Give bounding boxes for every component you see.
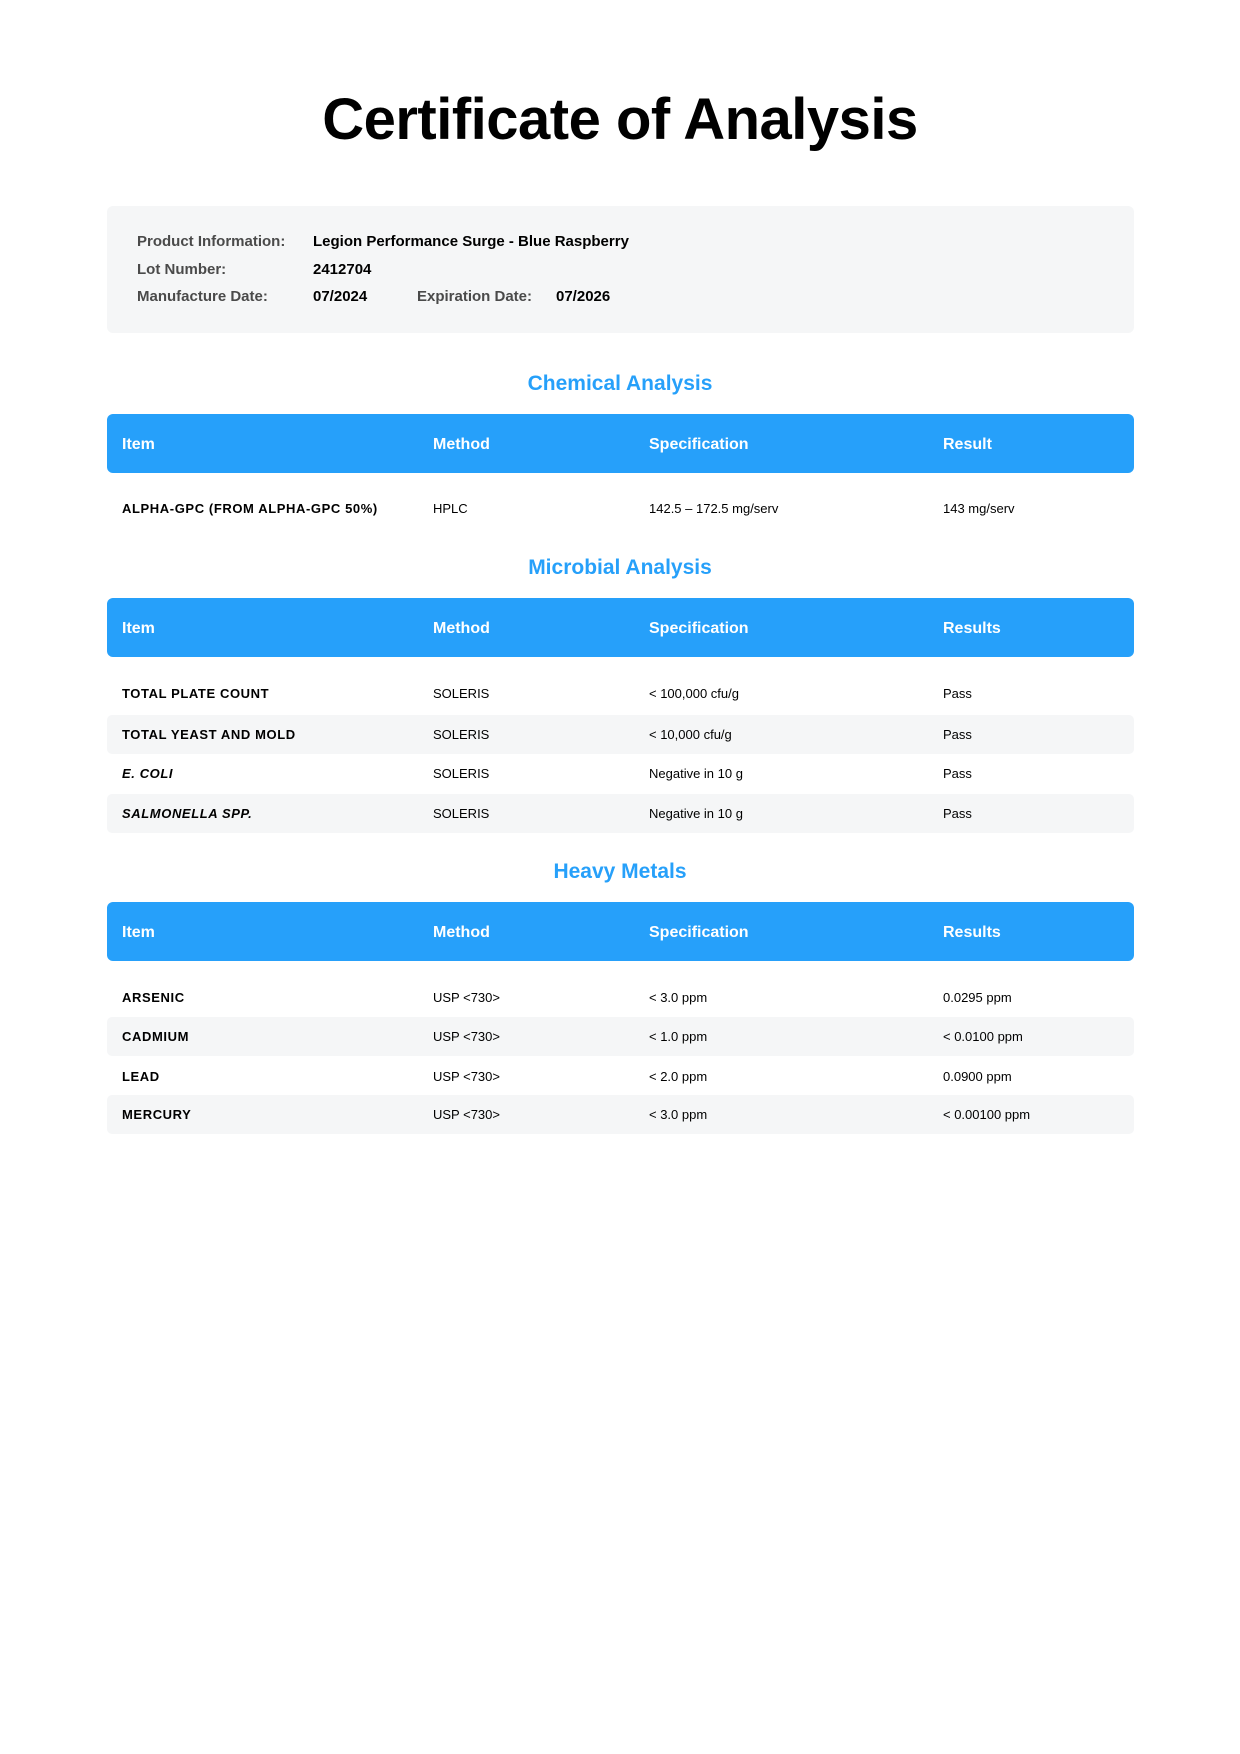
cell-method: USP <730> (433, 1107, 500, 1122)
cell-item: SALMONELLA SPP. (122, 806, 253, 821)
table-row (107, 1017, 1134, 1056)
microbial-table-header (107, 598, 1134, 657)
cell-specification: < 3.0 ppm (649, 990, 708, 1005)
cell-specification: < 3.0 ppm (649, 1107, 708, 1122)
table-row (107, 754, 1134, 793)
cell-item: LEAD (122, 1069, 160, 1084)
table-row (107, 1095, 1134, 1134)
chemical-section-title: Chemical Analysis (527, 372, 713, 395)
cell-item: TOTAL PLATE COUNT (122, 686, 270, 701)
cell-result: 0.0295 ppm (943, 990, 1012, 1005)
microbial-section-title: Microbial Analysis (528, 556, 712, 579)
cell-result: 143 mg/serv (943, 501, 1015, 516)
cell-result: < 0.00100 ppm (943, 1107, 1031, 1122)
cell-method: SOLERIS (433, 806, 490, 821)
cell-specification: < 2.0 ppm (649, 1069, 708, 1084)
cell-item: CADMIUM (122, 1029, 190, 1044)
lot-value: 2412704 (313, 261, 372, 278)
column-header-method: Method (433, 924, 490, 941)
cell-item: ALPHA-GPC (FROM ALPHA-GPC 50%) (122, 501, 378, 516)
column-header-item: Item (122, 620, 155, 637)
cell-specification: < 100,000 cfu/g (649, 686, 739, 701)
cell-item: MERCURY (122, 1107, 192, 1122)
lot-row (137, 260, 371, 280)
product-value: Legion Performance Surge - Blue Raspberry (313, 233, 629, 250)
cell-result: < 0.0100 ppm (943, 1029, 1023, 1044)
cell-specification: Negative in 10 g (649, 766, 743, 781)
cell-method: USP <730> (433, 1029, 500, 1044)
cell-specification: < 10,000 cfu/g (649, 727, 732, 742)
cell-item: E. COLI (122, 766, 174, 781)
cell-result: 0.0900 ppm (943, 1069, 1012, 1084)
table-row (107, 978, 1134, 1017)
cell-method: SOLERIS (433, 686, 490, 701)
column-header-results: Results (943, 924, 1001, 941)
product-info-panel (107, 206, 1134, 333)
table-row (107, 489, 1134, 528)
table-row (107, 794, 1134, 833)
dates-row (137, 287, 610, 307)
manufacture-value: 07/2024 (313, 288, 368, 305)
column-header-result: Result (943, 436, 992, 453)
cell-item: ARSENIC (122, 990, 185, 1005)
cell-result: Pass (943, 766, 972, 781)
column-header-method: Method (433, 436, 490, 453)
column-header-results: Results (943, 620, 1001, 637)
cell-method: SOLERIS (433, 766, 490, 781)
manufacture-label: Manufacture Date: (137, 288, 268, 305)
chemical-table-header (107, 414, 1134, 473)
column-header-item: Item (122, 924, 155, 941)
product-label: Product Information: (137, 233, 286, 250)
column-header-specification: Specification (649, 436, 749, 453)
cell-specification: 142.5 – 172.5 mg/serv (649, 501, 779, 516)
product-row (137, 232, 629, 252)
cell-method: SOLERIS (433, 727, 490, 742)
lot-label: Lot Number: (137, 261, 227, 278)
column-header-method: Method (433, 620, 490, 637)
cell-item: TOTAL YEAST AND MOLD (122, 727, 296, 742)
table-row (107, 1057, 1134, 1096)
expiration-label: Expiration Date: (417, 288, 533, 305)
heavy-metals-section-title: Heavy Metals (553, 860, 687, 883)
cell-specification: Negative in 10 g (649, 806, 743, 821)
table-row (107, 674, 1134, 713)
cell-result: Pass (943, 806, 972, 821)
cell-method: USP <730> (433, 1069, 500, 1084)
column-header-specification: Specification (649, 620, 749, 637)
cell-result: Pass (943, 686, 972, 701)
heavy-metals-table-header (107, 902, 1134, 961)
column-header-specification: Specification (649, 924, 749, 941)
expiration-value: 07/2026 (556, 288, 611, 305)
table-row (107, 715, 1134, 754)
cell-method: USP <730> (433, 990, 500, 1005)
cell-result: Pass (943, 727, 972, 742)
page-title: Certificate of Analysis (322, 87, 918, 152)
cell-method: HPLC (433, 501, 468, 516)
cell-specification: < 1.0 ppm (649, 1029, 708, 1044)
column-header-item: Item (122, 436, 155, 453)
